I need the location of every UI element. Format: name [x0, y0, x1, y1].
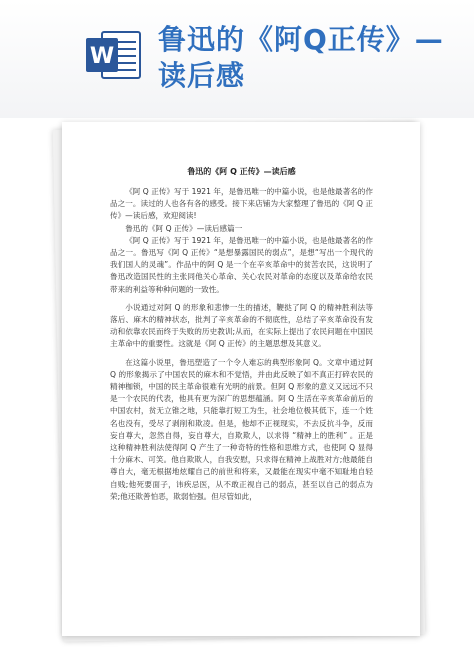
section-heading: 鲁迅的《阿 Q 正传》—读后感篇一: [125, 223, 243, 233]
intro-paragraph: 《阿 Q 正传》写于 1921 年，是鲁迅唯一的中篇小说，也是他最著名的作品之一。读过的人也各有各的感受。接下来店铺为大家整理了鲁迅的《阿 Q 正传》—读后感，欢迎阅读!: [110, 187, 373, 221]
body-paragraph-2: 小说通过对阿 Q 的形象和悲惨一生的描述，鞭挞了阿 Q 的精神胜利法等落后、麻木的精神状态，批判了辛亥革命的不彻底性，总结了辛亥革命没有发动和依靠农民而终于失败的历史教训;从而，在实际上提出了农民问题在中国民主革命中的重要性。这就是《阿 Q 正传》的主题思想及其意义。: [110, 302, 373, 349]
body-paragraph-3: 在这篇小说里，鲁迅塑造了一个令人难忘的典型形象阿 Q。文章中通过阿 Q 的形象揭示了中国农民的麻木和不觉悟，并由此反映了如不真正打碎农民的精神枷锁，中国的民主革命很难有光明的前景。但阿 Q 形象的意义又远远不只是一个农民的代表，他具有更为深广的思想蕴涵。阿 Q 生活在辛亥革命前后的中国农村，贫无立锥之地，只能靠打短工为生，社会地位极其低下，连一个姓名也没有，受尽了剥削和欺凌。但是，他却不正视现实，不去反抗斗争，反而妄自尊大，忽然自得，妄自尊大，自欺欺人，以求得 “精神上的胜利” 。正是这种精神胜利法使得阿 Q 产生了一种奇特的性格和思维方式，也使阿 Q 显得十分麻木、可笑。他自欺欺人，自我安慰，只求得在精神上战胜对方;他最能自尊自大，毫无根据地炫耀自己的前世和将来，又最能在现实中毫不知耻地自轻自贱;他死要面子，讳疾忌医，从不敢正视自己的弱点，甚至以自己的弱点为荣;他还欺善怕恶，欺弱怕强。但尽管如此，: [110, 357, 373, 501]
document-page: [62, 122, 420, 636]
header-banner: [0, 0, 474, 118]
logo-letter: W: [89, 44, 115, 69]
banner-title: 鲁迅的《阿Q正传》—读后感: [158, 23, 444, 92]
word-document-icon: [84, 28, 144, 82]
body-paragraph-1: 《阿 Q 正传》写于 1921 年，是鲁迅唯一的中篇小说，也是他最著名的作品之一。鲁迅写《阿 Q 正传》“是想暴露国民的弱点”，是想“写出一个现代的我们国人的灵魂”。作品中的阿 Q 是一个在辛亥革命中的贫苦农民，这说明了鲁迅改造国民性的主张同他关心革命、关心农民对革命的态度以及革命给农民带来的利益等种种问题的一致性。: [110, 235, 373, 294]
document-title: 鲁迅的《阿 Q 正传》—读后感: [187, 167, 296, 176]
